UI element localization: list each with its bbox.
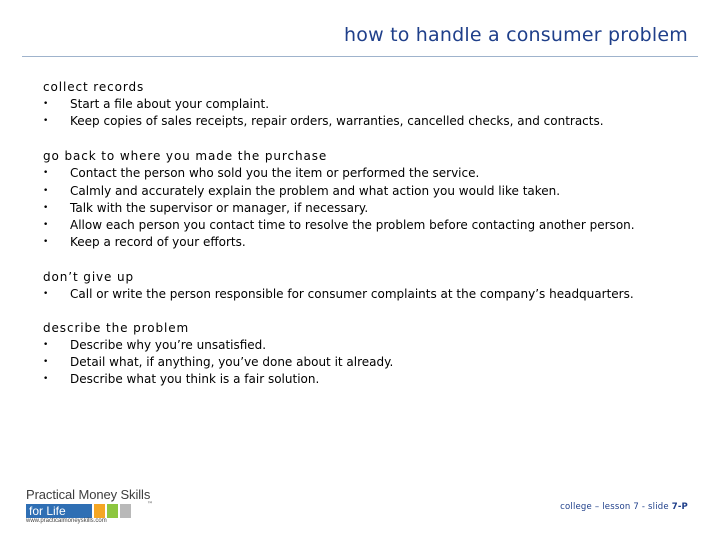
bullet-icon: • [43, 185, 49, 196]
logo-for-life-block: for Life [26, 504, 92, 518]
section-collect-records [43, 79, 693, 130]
bullet-item [43, 371, 693, 388]
bullet-text: Talk with the supervisor or manager, if necessary. [70, 200, 369, 215]
logo-title: Practical Money Skills [26, 487, 151, 502]
footer-slide-label [560, 502, 688, 512]
bullet-list [43, 96, 693, 130]
bullet-icon: • [43, 99, 49, 109]
bullet-text: Calmly and accurately explain the problem and what action you would like taken. [70, 183, 561, 198]
bullet-icon: • [43, 373, 49, 384]
bullet-item [43, 96, 693, 113]
bullet-text: Call or write the person responsible for consumer complaints at the company’s headquarters. [70, 287, 634, 302]
footer-slide-number: 7-P [671, 502, 688, 512]
bullet-text: Keep a record of your efforts. [70, 235, 246, 250]
bullet-icon: • [43, 168, 49, 179]
section-heading: collect records [43, 80, 145, 94]
section-describe-problem [43, 320, 693, 389]
bullet-list [43, 286, 693, 303]
section-heading: don’t give up [43, 270, 135, 285]
bullet-item [43, 113, 693, 130]
bullet-item [43, 286, 693, 303]
bullet-icon: • [43, 289, 49, 300]
bullet-list [43, 337, 693, 389]
bullet-item [43, 183, 693, 200]
bullet-item [43, 337, 693, 354]
title-divider [22, 56, 698, 57]
logo-green-square [107, 504, 118, 518]
bullet-item [43, 165, 693, 182]
bullet-text: Start a file about your complaint. [70, 97, 270, 111]
bullet-text: Contact the person who sold you the item or performed the service. [70, 166, 480, 181]
bullet-item [43, 354, 693, 371]
bullet-icon: • [43, 202, 49, 213]
bullet-icon: • [43, 116, 49, 127]
section-go-back [43, 148, 693, 251]
logo-orange-square [94, 504, 105, 518]
logo-url: www.practicalmoneyskills.com [26, 518, 107, 524]
bullet-item [43, 234, 693, 251]
bullet-list [43, 165, 693, 251]
slide-title: how to handle a consumer problem [344, 24, 688, 46]
bullet-item [43, 200, 693, 217]
bullet-text: Detail what, if anything, you’ve done about it already. [70, 354, 394, 369]
section-heading: describe the problem [43, 320, 190, 335]
bullet-icon: • [43, 339, 49, 350]
bullet-icon: • [43, 356, 49, 367]
section-dont-give-up [43, 269, 693, 303]
logo-bar [26, 504, 131, 518]
slide-content [43, 79, 693, 406]
footer-prefix: college – lesson 7 - slide [560, 502, 669, 512]
bullet-icon: • [43, 219, 49, 230]
trademark-symbol: ™ [147, 501, 153, 508]
bullet-icon: • [43, 237, 49, 248]
section-heading: go back to where you made the purchase [43, 149, 328, 164]
bullet-text: Describe what you think is a fair solution. [70, 371, 320, 386]
bullet-text: Describe why you’re unsatisfied. [70, 337, 267, 352]
bullet-item [43, 217, 693, 234]
bullet-text: Keep copies of sales receipts, repair orders, warranties, cancelled checks, and contracts. [70, 114, 604, 129]
bullet-text: Allow each person you contact time to resolve the problem before contacting another person. [70, 217, 635, 232]
practical-money-skills-logo [26, 487, 162, 527]
logo-gray-square [120, 504, 131, 518]
